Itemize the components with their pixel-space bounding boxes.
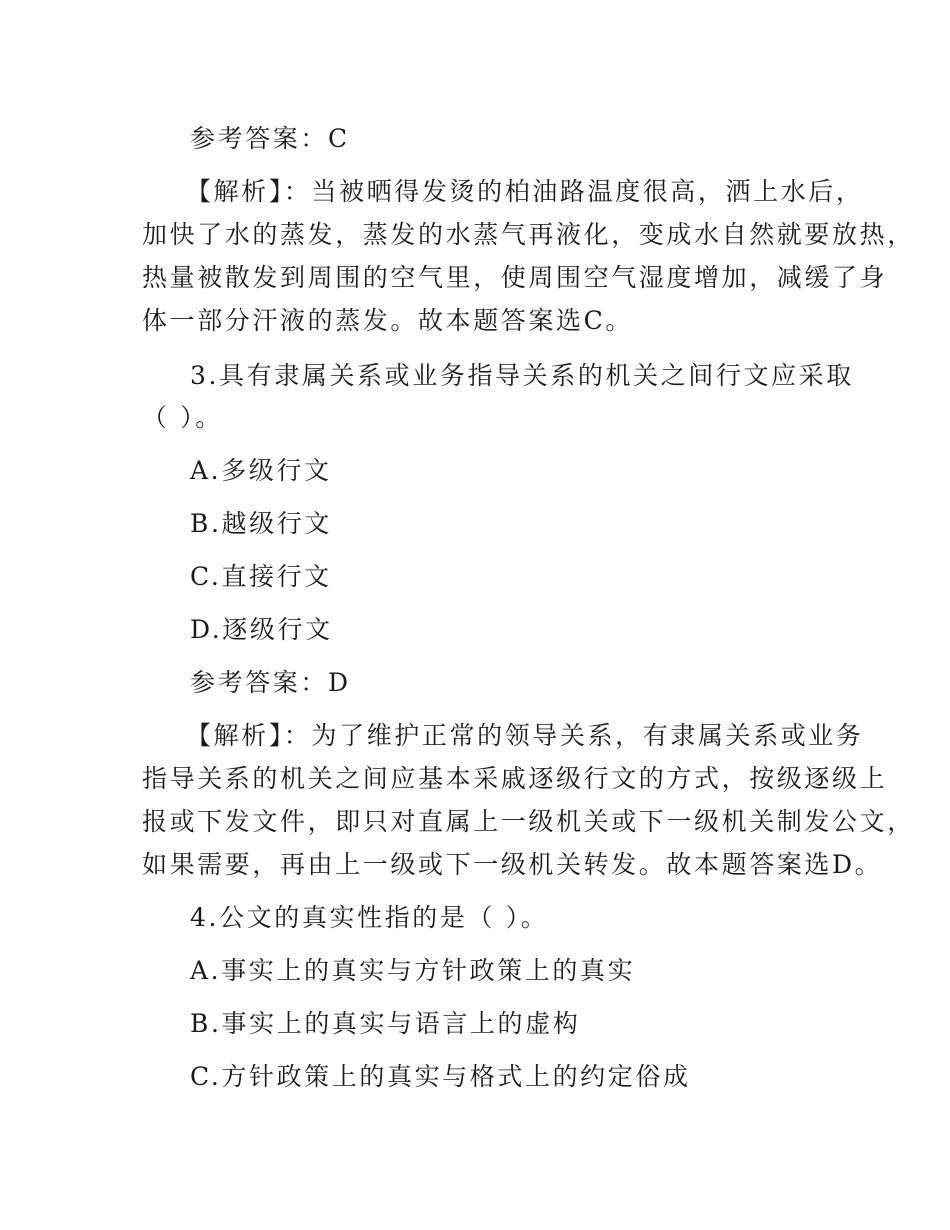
q4-option-b: B.事实上的真实与语言上的虚构 <box>190 1009 581 1038</box>
q2-analysis-line-3: 热量被散发到周围的空气里，使周围空气湿度增加，减缓了身 <box>142 263 888 292</box>
q4-option-c: C.方针政策上的真实与格式上的约定俗成 <box>190 1062 691 1091</box>
q3-stem-line-2: （ ）。 <box>142 403 223 432</box>
q3-analysis-line-4: 如果需要，再由上一级或下一级机关转发。故本题答案选D。 <box>142 850 883 879</box>
q3-stem-line-1: 3.具有隶属关系或业务指导关系的机关之间行文应采取 <box>190 361 854 390</box>
q3-option-b: B.越级行文 <box>190 509 332 538</box>
q3-option-c: C.直接行文 <box>190 562 332 591</box>
q4-option-a: A.事实上的真实与方针政策上的真实 <box>190 956 636 985</box>
q3-answer: 参考答案：D <box>190 668 351 697</box>
q4-stem: 4.公文的真实性指的是（ ）。 <box>190 903 549 932</box>
q3-analysis-line-1: 【解析】：为了维护正常的领导关系，有隶属关系或业务 <box>186 721 864 750</box>
q2-analysis-line-2: 加快了水的蒸发，蒸发的水蒸气再液化，变成水自然就要放热， <box>142 220 915 249</box>
q3-analysis-line-3: 报或下发文件，即只对直属上一级机关或下一级机关制发公文， <box>142 807 915 836</box>
q2-analysis-line-4: 体一部分汗液的蒸发。故本题答案选C。 <box>142 306 633 335</box>
q2-answer: 参考答案：C <box>190 124 350 153</box>
q3-analysis-line-2: 指导关系的机关之间应基本采戚逐级行文的方式，按级逐级上 <box>142 764 888 793</box>
q3-option-a: A.多级行文 <box>190 456 332 485</box>
q3-option-d: D.逐级行文 <box>190 615 333 644</box>
q2-analysis-line-1: 【解析】：当被晒得发烫的柏油路温度很高，洒上水后， <box>186 177 864 206</box>
